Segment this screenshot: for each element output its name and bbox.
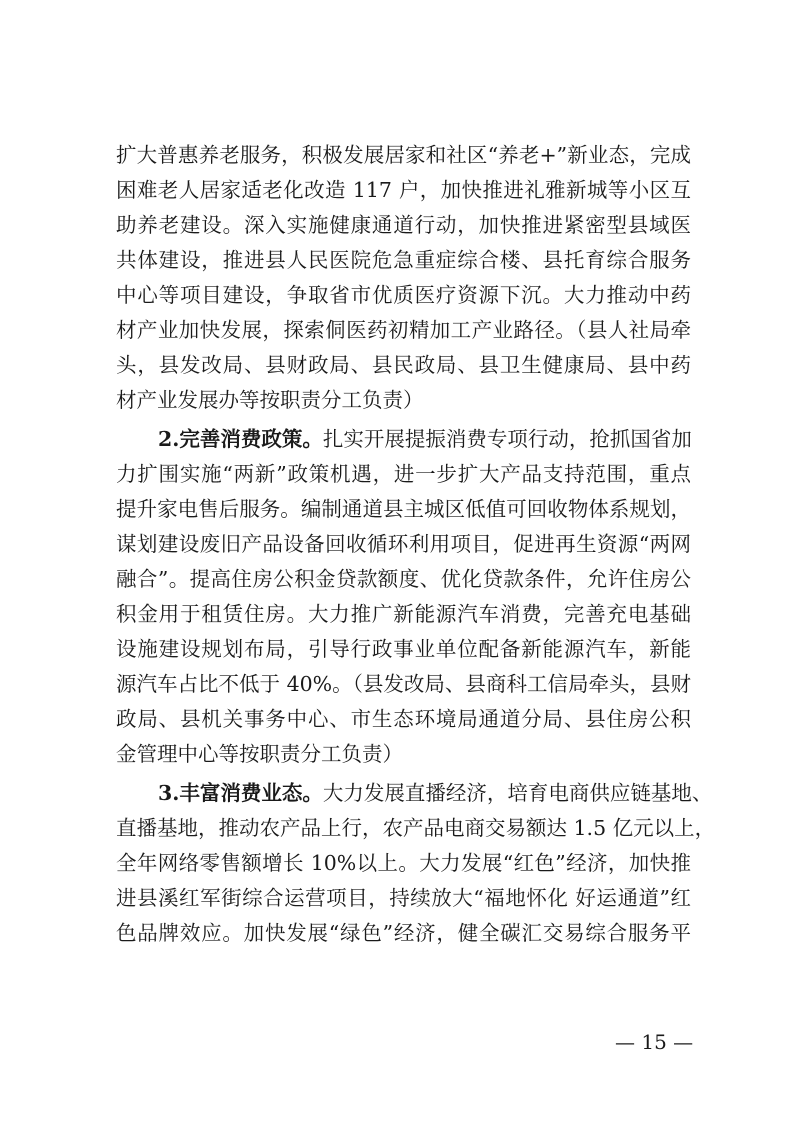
paragraph-first-line: [116, 776, 713, 811]
section-heading: 2.完善消费政策。: [158, 427, 323, 451]
section-heading: 3.丰富消费业态。: [158, 781, 323, 805]
text-line: 进县溪红军街综合运营项目，持续放大“福地怀化 好运通道”红: [116, 886, 691, 910]
text-line: 力扩围实施“两新”政策机遇，进一步扩大产品支持范围，重点: [116, 462, 691, 486]
page-number: — 15 —: [615, 1030, 694, 1054]
text-line: 助养老建设。深入实施健康通道行动，加快推进紧密型县域医: [116, 213, 691, 237]
text-line: 色品牌效应。加快发展“绿色”经济，健全碳汇交易综合服务平: [116, 921, 691, 945]
text-line: 源汽车占比不低于 40%。（县发改局、县商科工信局牵头，县财: [116, 672, 691, 696]
text-line: 政局、县机关事务中心、市生态环境局通道分局、县住房公积: [116, 707, 691, 731]
text-line: 金管理中心等按职责分工负责）: [116, 742, 403, 766]
text-line: 全年网络零售额增长 10%以上。大力发展“红色”经济，加快推: [116, 851, 691, 875]
text-line: 困难老人居家适老化改造 117 户，加快推进礼雅新城等小区互: [116, 178, 691, 202]
text-line: 头，县发改局、县财政局、县民政局、县卫生健康局、县中药: [116, 353, 691, 377]
paragraph-3: [116, 776, 716, 951]
text-line: 材产业加快发展，探索侗医药初精加工产业路径。（县人社局牵: [116, 318, 691, 342]
text-line: 扩大普惠养老服务，积极发展居家和社区“养老+”新业态，完成: [116, 143, 691, 167]
paragraph-1: [116, 138, 691, 418]
text-run: 大力发展直播经济，培育电商供应链基地、: [322, 781, 713, 805]
text-line: 直播基地，推动农产品上行，农产品电商交易额达 1.5 亿元以上，: [116, 816, 716, 840]
paragraph-2: [116, 422, 691, 772]
text-line: 设施建设规划布局，引导行政事业单位配备新能源汽车，新能: [116, 637, 691, 661]
text-line: 共体建设，推进县人民医院危急重症综合楼、县托育综合服务: [116, 248, 691, 272]
text-run: 扎实开展提振消费专项行动，抢抓国省加: [322, 427, 692, 451]
document-body: [116, 138, 716, 951]
paragraph-first-line: [116, 422, 691, 457]
text-line: 中心等项目建设，争取省市优质医疗资源下沉。大力推动中药: [116, 283, 691, 307]
text-line: 材产业发展办等按职责分工负责）: [116, 388, 424, 412]
text-line: 谋划建设废旧产品设备回收循环利用项目，促进再生资源“两网: [116, 532, 691, 556]
text-line: 融合”。提高住房公积金贷款额度、优化贷款条件，允许住房公: [116, 567, 691, 591]
text-line: 提升家电售后服务。编制通道县主城区低值可回收物体系规划，: [116, 497, 691, 521]
text-line: 积金用于租赁住房。大力推广新能源汽车消费，完善充电基础: [116, 602, 691, 626]
